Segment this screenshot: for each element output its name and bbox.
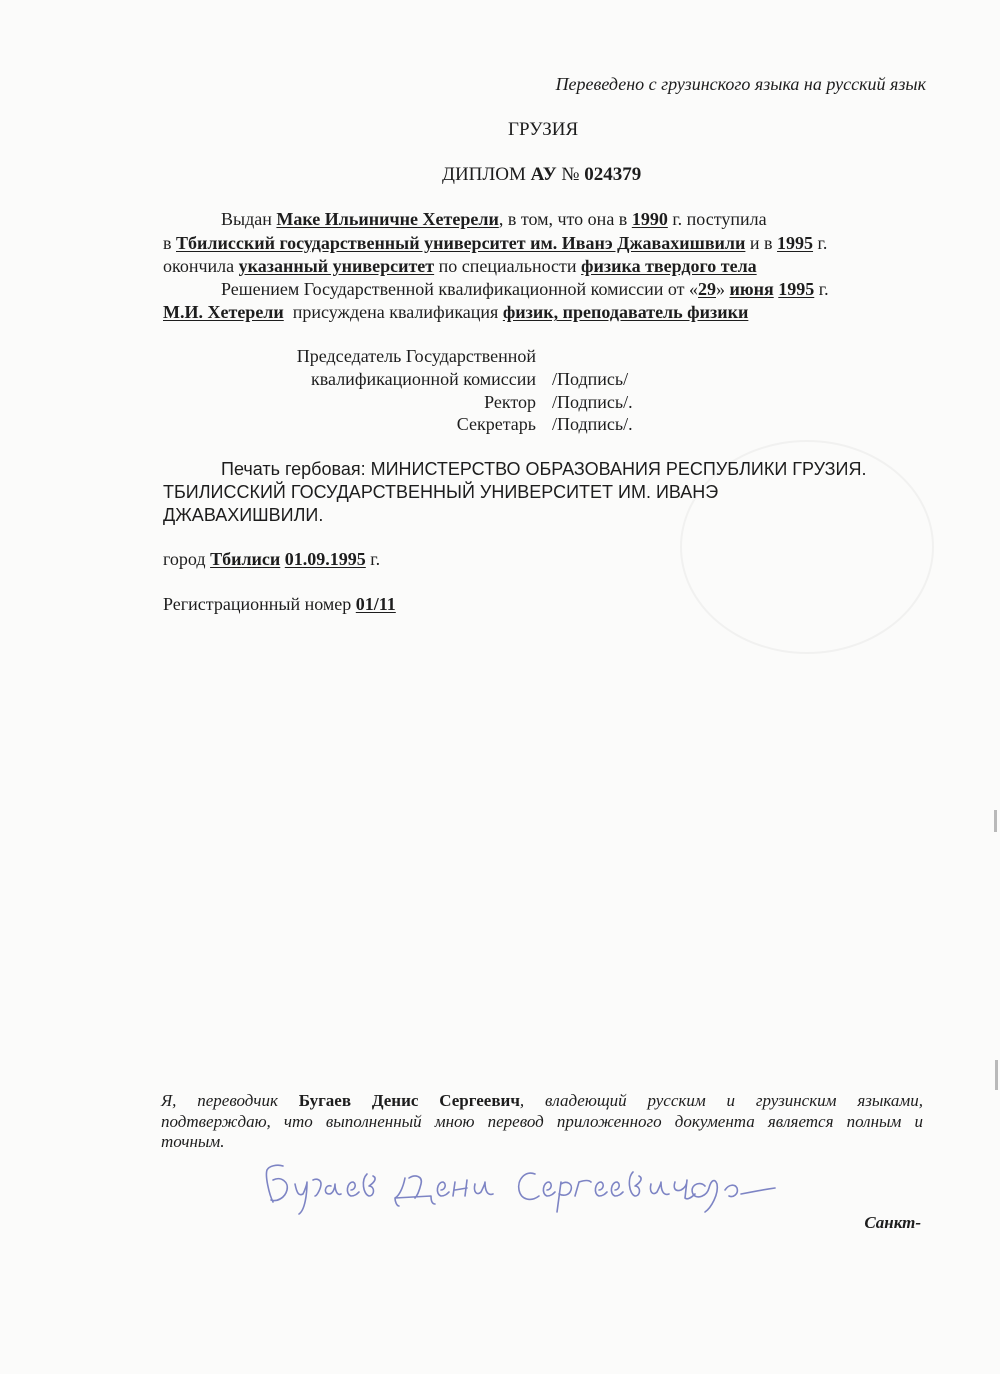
commission-year: 1995 [778,279,815,299]
stamp-line-3: ДЖАВАХИШВИЛИ. [163,505,324,525]
secretary-signature: /Подпись/. [552,414,633,434]
registration-number: Регистрационный номер 01/11 [163,594,396,614]
commission-day: 29 [698,279,717,299]
translator-name: Бугаев Денис Сергеевич [298,1091,520,1110]
graduation-year: 1995 [777,233,814,253]
stamp-line-2: ТБИЛИССКИЙ ГОСУДАРСТВЕННЫЙ УНИВЕРСИТЕТ ИМ. ИВАНЭ [163,482,719,502]
university-name: Тбилисский государственный университет им. Иванэ Джавахишвили [176,233,746,253]
graduate-short-name: М.И. Хетерели [163,302,284,322]
translation-note: Переведено с грузинского языка на русский язык [555,74,926,94]
chair-signature: /Подпись/ [552,369,629,389]
translator-cert-line-1: Я, переводчик Бугаев Денис Сергеевич, владеющий русским и грузинским языками, [161,1091,923,1110]
qualification: физик, преподаватель физики [502,302,749,322]
body-line-3: окончила указанный университет по специальности физика твердого тела [163,256,757,276]
body-line-5: М.И. Хетерели присуждена квалификация физик, преподаватель физики [163,302,749,322]
chair-title-line-2: квалификационной комиссии [311,369,536,389]
stamp-line-1: Печать гербовая: МИНИСТЕРСТВО ОБРАЗОВАНИЯ РЕСПУБЛИКИ ГРУЗИЯ. [221,459,867,479]
registration-value: 01/11 [355,594,396,614]
city: Тбилиси [210,549,281,569]
city-fragment: Санкт- [864,1213,921,1232]
enrollment-year: 1990 [631,209,668,229]
commission-month: июня [729,279,774,299]
scan-edge-mark [994,810,997,832]
country-title: ГРУЗИЯ [508,119,579,140]
scan-edge-mark [995,1060,998,1090]
place-and-date: город Тбилиси 01.09.1995 г. [163,549,381,569]
body-line-4: Решением Государственной квалификационной комиссии от «29» июня 1995 г. [221,279,829,299]
secretary-title: Секретарь [456,414,536,434]
diploma-title: ДИПЛОМ АУ № 024379 [442,164,642,185]
rector-signature: /Подпись/. [552,392,633,412]
translator-cert-line-3: точным. [161,1132,225,1151]
rector-title: Ректор [484,392,536,412]
graduate-name: Маке Ильиничне Хетерели [276,209,499,229]
translator-cert-line-2: подтверждаю, что выполненный мною перевод приложенного документа является полным и [161,1112,923,1131]
body-line-1: Выдан Маке Ильиничне Хетерели, в том, что она в 1990 г. поступила [221,209,767,229]
specialty: физика твердого тела [581,256,757,276]
translator-handwritten-signature [255,1150,785,1230]
body-line-2: в Тбилисский государственный университет им. Иванэ Джавахишвили и в 1995 г. [163,233,828,253]
chair-title-line-1: Председатель Государственной [296,346,536,366]
university-reference: указанный университет [238,256,435,276]
issue-date: 01.09.1995 [284,549,366,569]
